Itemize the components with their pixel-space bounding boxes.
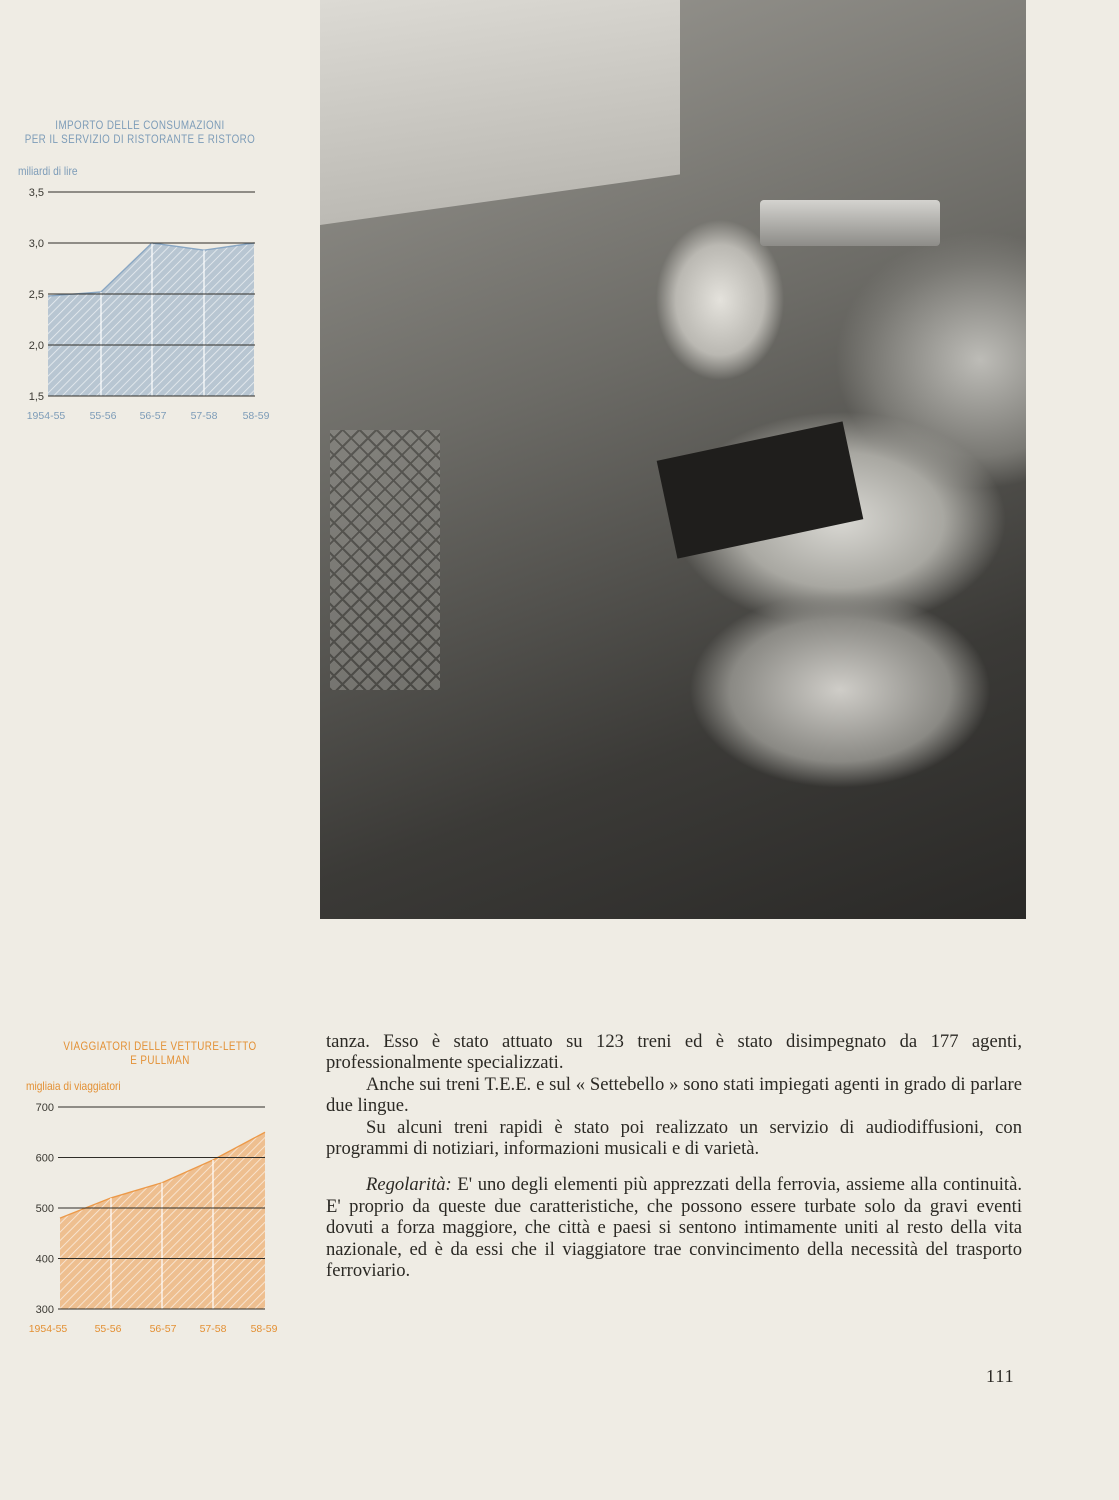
photo-bed-rail [330, 430, 440, 690]
chart-ristorante [0, 118, 280, 428]
chart2-ytick-label: 600 [35, 1152, 54, 1165]
chart2-ytick-label: 400 [35, 1253, 54, 1266]
chart2-xtick-label: 55-56 [94, 1323, 122, 1335]
chart2-ytick-label: 300 [35, 1304, 54, 1316]
chart1-xtick-label: 55-56 [89, 410, 117, 422]
chart2-ytick-label: 500 [35, 1203, 54, 1215]
chart2-unit: migliaia di viaggiatori [26, 1079, 121, 1093]
chart1-xtick-label: 57-58 [190, 410, 218, 422]
chart1-ytick-label: 1,5 [28, 391, 44, 403]
chart2-xtick-label: 57-58 [199, 1323, 227, 1335]
body-text [326, 1031, 1022, 1281]
paragraph-4 [326, 1174, 1022, 1281]
chart1-ytick-label: 3,0 [28, 238, 44, 250]
paragraph-4-label: Regolarità: [366, 1174, 452, 1196]
chart1-title-line1: IMPORTO DELLE CONSUMAZIONI [55, 118, 225, 132]
chart1-ytick-label: 3,5 [28, 187, 44, 199]
chart2-ytick-label: 700 [35, 1102, 54, 1114]
chart2-xtick-label: 58-59 [250, 1323, 278, 1335]
chart1-xtick-label: 56-57 [139, 410, 167, 422]
chart-vetture-letto [0, 1037, 300, 1347]
chart1-ytick-label: 2,5 [28, 289, 44, 301]
chart1-unit: miliardi di lire [18, 164, 78, 178]
chart2-title-line1: VIAGGIATORI DELLE VETTURE-LETTO [63, 1039, 257, 1053]
chart1-xtick-label: 1954-55 [26, 410, 66, 422]
photo-mural [320, 0, 680, 225]
chart2-title-line2: E PULLMAN [130, 1053, 190, 1067]
paragraph-2: Anche sui treni T.E.E. e sul « Settebello » sono stati impiegati agenti in grado di parlare due lingue. [326, 1073, 1022, 1117]
chart1-ytick-label: 2,0 [28, 340, 44, 352]
paragraph-1: tanza. Esso è stato attuato su 123 treni ed è stato disimpegnato da 177 agenti, professionalmente specializzati. [326, 1031, 1022, 1074]
chart1-xtick-label: 58-59 [242, 410, 270, 422]
photo-woman-reading [320, 0, 1026, 919]
paragraph-3: Su alcuni treni rapidi è stato poi realizzato un servizio di audiodiffusioni, con programmi di notiziari, informazioni musicali e di varietà. [326, 1116, 1022, 1160]
paragraph-4-text: E' uno degli elementi più apprezzati della ferrovia, assieme alla continuità. E' proprio da queste due caratteristiche, che possono essere turbate solo da gravi eventi dovuti a forza maggiore, che città e paesi si sentono intimamente uniti al resto della vita nazionale, ed è da essi che il viaggiatore trae convincimento della necessità del trasporto ferroviario. [326, 1174, 1022, 1282]
photo-reading-lamp [760, 200, 940, 246]
page-number: 111 [986, 1366, 1015, 1386]
chart1-title-line2: PER IL SERVIZIO DI RISTORANTE E RISTORO [24, 132, 256, 146]
chart1-area [48, 243, 254, 396]
photo-book [657, 421, 864, 558]
chart2-xtick-label: 1954-55 [28, 1323, 68, 1335]
chart1-plot [0, 118, 280, 428]
chart2-plot-group [29, 1102, 278, 1335]
chart2-plot [0, 1037, 300, 1347]
chart2-xtick-label: 56-57 [149, 1323, 177, 1335]
